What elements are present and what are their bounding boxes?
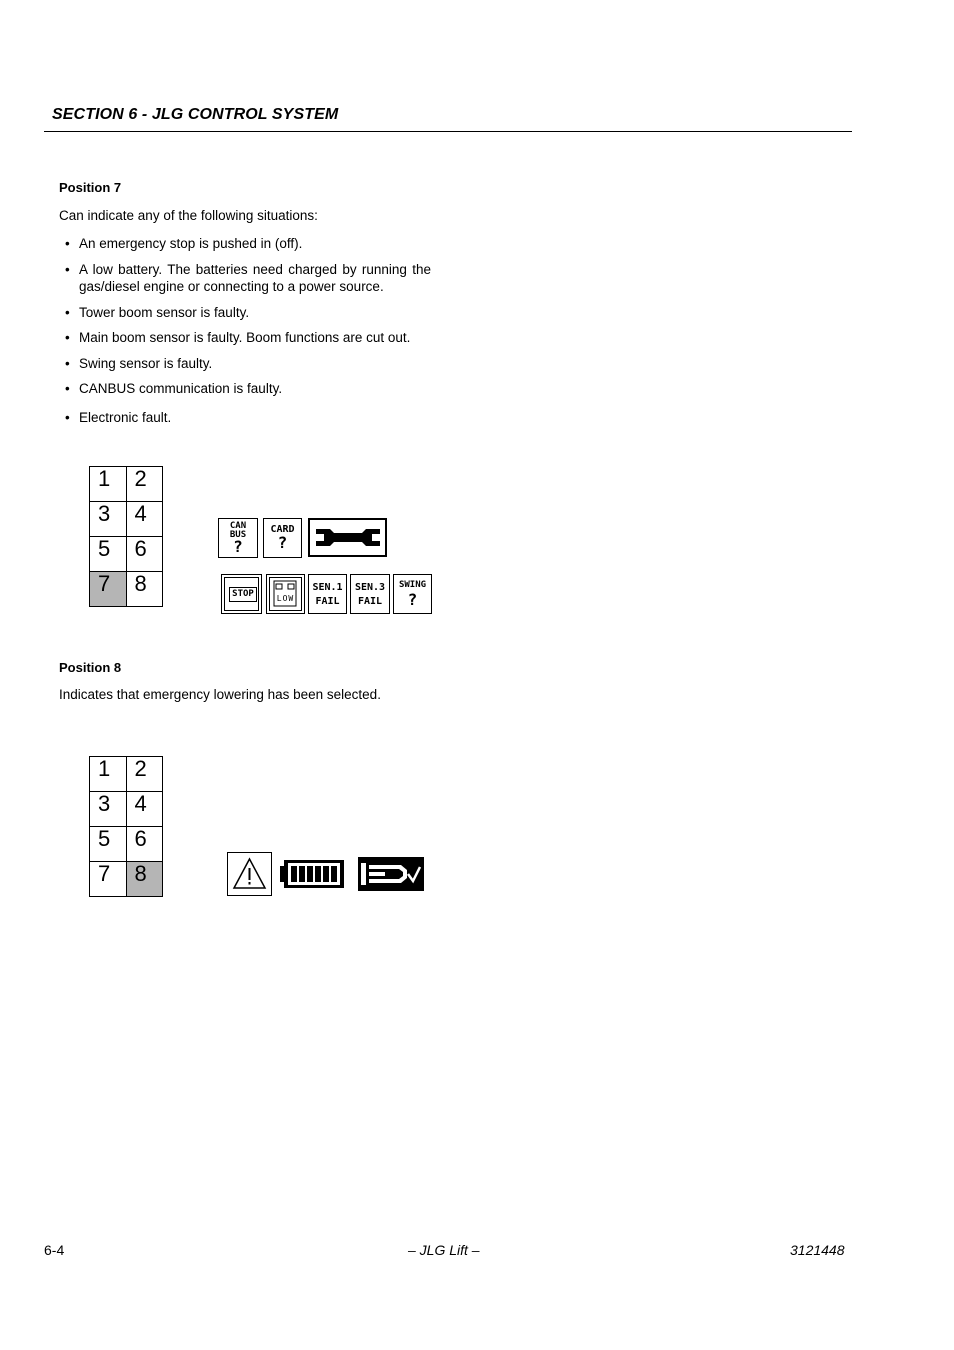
grid-cell-3: 3: [90, 502, 127, 537]
grid-cell-6: 6: [126, 537, 163, 572]
grid-cell-7-highlighted: 7: [90, 572, 127, 607]
position-8-heading: Position 8: [59, 660, 122, 675]
low-battery-icon: LOW: [266, 574, 305, 614]
sensor-3-fail-icon: SEN.3 FAIL: [350, 574, 390, 614]
position-8-grid: [89, 756, 163, 897]
grid-cell-2: 2: [126, 467, 163, 502]
grid-cell-3: 3: [90, 792, 127, 827]
grid-cell-7: 7: [90, 862, 127, 897]
grid-cell-8: 8: [126, 572, 163, 607]
position-7-grid: [89, 466, 163, 607]
footer-page-number: 6-4: [44, 1242, 65, 1258]
position-7-bullet-list: [65, 235, 431, 426]
list-item: • A low battery. The batteries need charged by running the gas/diesel engine or connecting to a power source.: [65, 261, 431, 295]
grid-cell-8-highlighted: 8: [126, 862, 163, 897]
canbus-fault-icon: CAN BUS ?: [218, 518, 258, 558]
wrench-icon: [308, 518, 387, 557]
grid-cell-4: 4: [126, 792, 163, 827]
position-7-intro: Can indicate any of the following situations:: [59, 208, 318, 223]
grid-cell-5: 5: [90, 537, 127, 572]
list-item: • Swing sensor is faulty.: [65, 355, 431, 372]
footer-center-title: – JLG Lift –: [408, 1242, 480, 1258]
grid-cell-1: 1: [90, 467, 127, 502]
list-item: • Main boom sensor is faulty. Boom functions are cut out.: [65, 329, 431, 346]
grid-cell-2: 2: [126, 757, 163, 792]
emergency-lowering-icon: [358, 857, 424, 891]
sensor-1-fail-icon: SEN.1 FAIL: [308, 574, 347, 614]
list-item: • An emergency stop is pushed in (off).: [65, 235, 431, 252]
full-battery-icon: [280, 858, 346, 890]
position-7-heading: Position 7: [59, 180, 122, 195]
grid-cell-4: 4: [126, 502, 163, 537]
list-item: • Tower boom sensor is faulty.: [65, 304, 431, 321]
grid-cell-6: 6: [126, 827, 163, 862]
swing-sensor-fault-icon: SWING ?: [393, 574, 432, 614]
section-header-title: SECTION 6 - JLG CONTROL SYSTEM: [52, 106, 339, 123]
list-item: • CANBUS communication is faulty.: [65, 380, 431, 397]
grid-cell-1: 1: [90, 757, 127, 792]
emergency-stop-icon: STOP: [221, 574, 262, 614]
footer-doc-number: 3121448: [790, 1242, 845, 1258]
position-8-text: Indicates that emergency lowering has been selected.: [59, 687, 381, 702]
header-rule: [44, 131, 852, 132]
warning-triangle-icon: [227, 852, 272, 896]
list-item: • Electronic fault.: [65, 409, 431, 426]
card-fault-icon: CARD ?: [263, 518, 302, 558]
grid-cell-5: 5: [90, 827, 127, 862]
